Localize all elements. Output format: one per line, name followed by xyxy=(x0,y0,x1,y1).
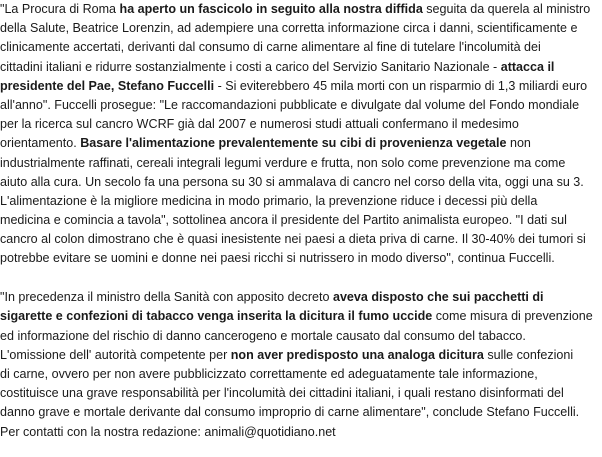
text-run: "La Procura di Roma xyxy=(0,2,120,16)
text-line xyxy=(0,134,602,153)
text-line xyxy=(0,192,602,211)
text-line xyxy=(0,19,602,38)
text-run: L'alimentazione è la migliore medicina in modo primario, la prevenzione riduce i decessi più della xyxy=(0,193,538,208)
text-run: orientamento. xyxy=(0,136,81,151)
text-line xyxy=(0,96,602,115)
text-line xyxy=(0,115,602,134)
bold-text: non aver predisposto una analoga dicitura xyxy=(230,347,484,362)
text-line xyxy=(0,346,602,365)
text-run: Per contatti con la nostra redazione: animali@quotidiano.net xyxy=(0,424,336,439)
text-run: costituisce una grave responsabilità per l'incolumità dei cittadini italiani, i quali restano disinformati del xyxy=(0,386,564,401)
text-run: come misura di prevenzione xyxy=(432,309,593,324)
text-run: clinicamente accertati, derivanti dal consumo di carne alimentare al fine di tutelare l'incolumità dei xyxy=(0,40,541,55)
text-line xyxy=(0,249,602,268)
bold-text: sigarette e confezioni di tabacco venga inserita la dicitura il fumo uccide xyxy=(0,309,433,324)
text-line xyxy=(0,173,602,192)
bold-text: aveva disposto che sui pacchetti di xyxy=(332,290,544,305)
text-line xyxy=(0,384,602,403)
text-line xyxy=(0,211,602,230)
text-line xyxy=(0,38,602,57)
text-run: cancro al colon dimostrano che è quasi inesistente nei paesi a dieta priva di carne. Il 30-40% dei tumori si xyxy=(0,232,586,247)
bold-text: Basare l'alimentazione prevalentemente su cibi di provenienza vegetale xyxy=(80,136,507,151)
text-run: industrialmente raffinati, cereali integrali legumi verdure e frutta, non solo come prevenzione ma come xyxy=(0,155,566,170)
text-line xyxy=(0,0,602,19)
text-line xyxy=(0,154,602,173)
text-line xyxy=(0,327,602,346)
text-run: "In precedenza il ministro della Sanità con apposito decreto xyxy=(0,290,333,305)
text-run: per la ricerca sul cancro WCRF già dal 2007 e numerosi studi attuali confermano il medesimo xyxy=(0,117,519,132)
text-run: non xyxy=(506,136,531,151)
text-line xyxy=(0,288,602,307)
text-line xyxy=(0,230,602,249)
text-run: all'anno". Fuccelli prosegue: "Le raccomandazioni pubblicate e divulgate dal volume del Fondo mondiale xyxy=(0,97,580,112)
text-line xyxy=(0,77,602,96)
paragraph-gap xyxy=(0,269,602,289)
text-run: della Salute, Beatrice Lorenzin, ad adempiere una corretta informazione circa i danni, scientificamente e xyxy=(0,21,578,36)
text-run: ed informazione del rischio di danno cancerogeno e mortale causato dal consumo del tabacco. xyxy=(0,328,526,343)
text-line xyxy=(0,403,602,422)
text-run: seguita da querela al ministro xyxy=(422,2,591,16)
text-run: aiuto alla cura. Un secolo fa una persona su 30 si ammalava di cancro nel corso della vita, oggi una su 3. xyxy=(0,174,584,189)
text-run: potrebbe evitare se uomini e donne nei paesi ricchi si nutrissero in modo diverso", continua Fuccelli. xyxy=(0,251,555,266)
text-run: medicina e comincia a tavola", sottolinea ancora il presidente del Partito animalista europeo. "I dati sul xyxy=(0,213,567,228)
text-run: di carne, ovvero per non avere pubblicizzato correttamente ed adeguatamente tale informazione, xyxy=(0,366,538,381)
text-line xyxy=(0,423,602,442)
text-line xyxy=(0,58,602,77)
bold-text: ha aperto un fascicolo in seguito alla nostra diffida xyxy=(119,2,423,16)
text-run: danno grave e mortale derivante dal consumo improprio di carne alimentare", conclude Stefano Fuccelli. xyxy=(0,405,580,420)
bold-text: presidente del Pae, Stefano Fuccelli xyxy=(0,78,215,93)
text-run: sulle confezioni xyxy=(483,347,574,362)
text-run: L'omissione dell' autorità competente per xyxy=(0,347,231,362)
bold-text: attacca il xyxy=(500,59,555,74)
paragraph-2 xyxy=(0,288,602,442)
text-line xyxy=(0,307,602,326)
text-line xyxy=(0,365,602,384)
text-run: cittadini italiani e ridurre sostanzialmente i costi a carico del Servizio Sanitario Nazionale - xyxy=(0,59,501,74)
text-run: - Si eviterebbero 45 mila morti con un risparmio di 1,3 miliardi euro xyxy=(214,78,588,93)
